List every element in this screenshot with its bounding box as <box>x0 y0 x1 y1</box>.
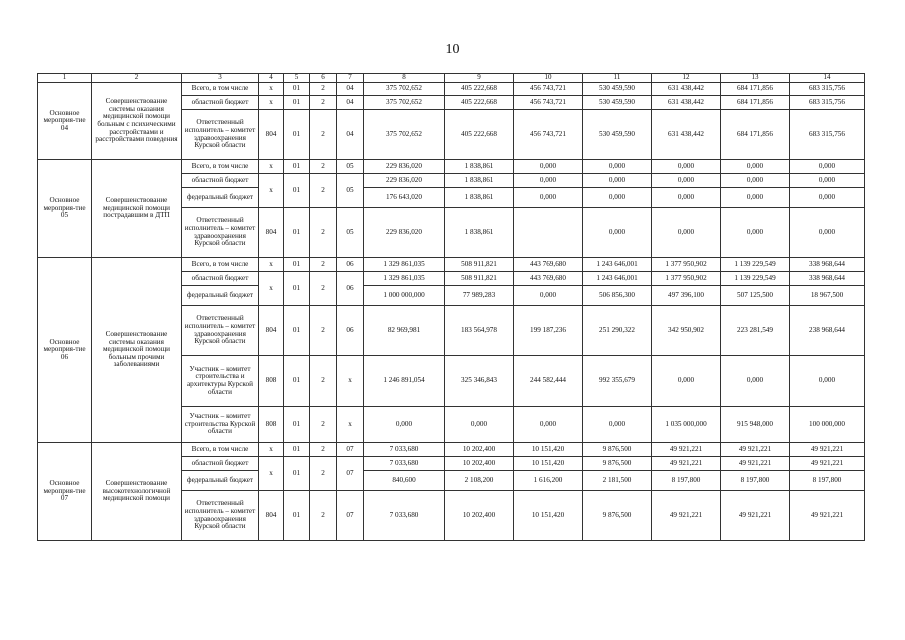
table-cell: 1 139 229,549 <box>721 272 790 286</box>
table-cell: Основное мероприя-тие 05 <box>38 160 92 258</box>
table-cell: 507 125,500 <box>721 286 790 306</box>
table-cell: Ответственный исполнитель – комитет здравоохранения Курской области <box>182 110 259 160</box>
table-cell: Ответственный исполнитель – комитет здравоохранения Курской области <box>182 306 259 356</box>
table-cell: 0,000 <box>721 188 790 208</box>
table-cell: 1 139 229,549 <box>721 258 790 272</box>
table-cell: 07 <box>337 443 364 457</box>
table-cell: 1 377 950,902 <box>652 258 721 272</box>
table-cell: 375 702,652 <box>364 83 445 96</box>
table-cell: 1 246 891,054 <box>364 356 445 407</box>
table-cell: 223 281,549 <box>721 306 790 356</box>
table-cell: 100 000,000 <box>790 407 865 443</box>
table-cell: 229 836,020 <box>364 208 445 258</box>
table-cell: 9 876,500 <box>583 443 652 457</box>
table-cell: 06 <box>337 258 364 272</box>
table-cell: 0,000 <box>514 407 583 443</box>
table-cell: 07 <box>337 457 364 491</box>
table-cell: 2 <box>310 457 337 491</box>
table-cell: 1 329 861,035 <box>364 258 445 272</box>
table-cell: Основное мероприя-тие 04 <box>38 83 92 160</box>
table-cell: 10 151,420 <box>514 443 583 457</box>
table-cell: 0,000 <box>652 356 721 407</box>
table-cell: 01 <box>284 258 310 272</box>
table-row <box>38 258 865 272</box>
table-cell: областной бюджет <box>182 96 259 110</box>
table-cell: х <box>259 443 284 457</box>
table-cell: 04 <box>337 110 364 160</box>
table-cell: 229 836,020 <box>364 174 445 188</box>
table-cell: федеральный бюджет <box>182 188 259 208</box>
table-cell: 405 222,668 <box>445 110 514 160</box>
table-cell: Всего, в том числе <box>182 160 259 174</box>
table-cell: 456 743,721 <box>514 83 583 96</box>
table-cell: 9 876,500 <box>583 457 652 471</box>
table-cell: 77 989,283 <box>445 286 514 306</box>
table-cell: 06 <box>337 306 364 356</box>
table-cell: 530 459,590 <box>583 110 652 160</box>
table-cell: 443 769,680 <box>514 272 583 286</box>
table-cell: 01 <box>284 356 310 407</box>
table-cell: 176 643,020 <box>364 188 445 208</box>
table-cell: 804 <box>259 491 284 541</box>
table-cell: 631 438,442 <box>652 110 721 160</box>
table-cell: 18 967,500 <box>790 286 865 306</box>
table-cell: 49 921,221 <box>790 443 865 457</box>
table-cell: 8 197,800 <box>721 471 790 491</box>
table-cell: 443 769,680 <box>514 258 583 272</box>
table-cell: 0,000 <box>721 160 790 174</box>
table-cell: 10 151,420 <box>514 491 583 541</box>
column-header: 11 <box>583 74 652 83</box>
table-cell: 684 171,856 <box>721 110 790 160</box>
table-cell: 375 702,652 <box>364 110 445 160</box>
table-cell: Всего, в том числе <box>182 443 259 457</box>
table-cell: 530 459,590 <box>583 83 652 96</box>
table-cell: 530 459,590 <box>583 96 652 110</box>
table-cell: х <box>259 160 284 174</box>
table-cell: 0,000 <box>514 188 583 208</box>
table-cell: 183 564,978 <box>445 306 514 356</box>
table-cell: 683 315,756 <box>790 110 865 160</box>
table-cell: 1 838,861 <box>445 208 514 258</box>
table-cell: 10 151,420 <box>514 457 583 471</box>
table-cell: 1 838,861 <box>445 174 514 188</box>
table-cell: 0,000 <box>445 407 514 443</box>
table-cell: х <box>259 258 284 272</box>
table-cell: 840,600 <box>364 471 445 491</box>
column-header: 7 <box>337 74 364 83</box>
table-cell: 8 197,800 <box>790 471 865 491</box>
table-cell: областной бюджет <box>182 174 259 188</box>
table-cell: 684 171,856 <box>721 83 790 96</box>
table-cell: 05 <box>337 160 364 174</box>
table-cell: х <box>337 356 364 407</box>
table-cell: 8 197,800 <box>652 471 721 491</box>
table-cell: 2 <box>310 272 337 306</box>
table-cell: 0,000 <box>583 160 652 174</box>
table-cell: 0,000 <box>514 174 583 188</box>
table-cell: 2 <box>310 407 337 443</box>
table-cell: Совершенствование системы оказания медицинской помощи больным прочими заболеваниями <box>92 258 182 443</box>
table-cell: 405 222,668 <box>445 83 514 96</box>
table-cell: 405 222,668 <box>445 96 514 110</box>
table-cell: 01 <box>284 83 310 96</box>
table-cell: 2 <box>310 83 337 96</box>
table-cell: 01 <box>284 443 310 457</box>
table-cell: х <box>259 174 284 208</box>
table-cell: 338 968,644 <box>790 272 865 286</box>
table-cell: Основное мероприя-тие 06 <box>38 258 92 443</box>
table-cell: 338 968,644 <box>790 258 865 272</box>
table-cell: 2 <box>310 491 337 541</box>
table-row <box>38 83 865 96</box>
table-cell: 7 033,680 <box>364 491 445 541</box>
table-cell: х <box>259 272 284 306</box>
table-row <box>38 443 865 457</box>
column-header: 12 <box>652 74 721 83</box>
table-cell: 2 <box>310 110 337 160</box>
table-cell: 01 <box>284 407 310 443</box>
table-cell: 49 921,221 <box>721 491 790 541</box>
column-header: 4 <box>259 74 284 83</box>
table-cell: 2 108,200 <box>445 471 514 491</box>
table-cell: 325 346,843 <box>445 356 514 407</box>
table-cell: 0,000 <box>514 160 583 174</box>
table-cell: 0,000 <box>721 356 790 407</box>
table-cell: 1 616,200 <box>514 471 583 491</box>
table-cell: 804 <box>259 208 284 258</box>
table-cell: 04 <box>337 83 364 96</box>
table-cell: 0,000 <box>652 208 721 258</box>
table-cell: 2 <box>310 443 337 457</box>
table-cell: 631 438,442 <box>652 96 721 110</box>
table-cell: 804 <box>259 110 284 160</box>
table-cell: 1 243 646,001 <box>583 258 652 272</box>
table-cell: х <box>259 457 284 491</box>
table-cell: 1 838,861 <box>445 160 514 174</box>
table-cell: 01 <box>284 272 310 306</box>
table-cell: 05 <box>337 174 364 208</box>
table-cell <box>514 208 583 258</box>
table-cell: 2 <box>310 96 337 110</box>
table-cell: 199 187,236 <box>514 306 583 356</box>
table-cell: 0,000 <box>790 174 865 188</box>
table-cell: областной бюджет <box>182 457 259 471</box>
table-cell: 2 <box>310 160 337 174</box>
table-cell: 2 181,500 <box>583 471 652 491</box>
page-number: 10 <box>445 42 460 57</box>
table-cell: Участник – комитет строительства и архитектуры Курской области <box>182 356 259 407</box>
table-cell: 0,000 <box>583 188 652 208</box>
table-cell: 0,000 <box>514 286 583 306</box>
table-cell: 2 <box>310 174 337 208</box>
table-cell: 0,000 <box>721 208 790 258</box>
column-header: 14 <box>790 74 865 83</box>
table-cell: 1 377 950,902 <box>652 272 721 286</box>
table-cell: федеральный бюджет <box>182 286 259 306</box>
table-cell: Ответственный исполнитель – комитет здравоохранения Курской области <box>182 491 259 541</box>
table-cell: 375 702,652 <box>364 96 445 110</box>
table-cell: 1 838,861 <box>445 188 514 208</box>
table-cell: 0,000 <box>790 160 865 174</box>
table-cell: х <box>259 83 284 96</box>
table-cell: 508 911,821 <box>445 258 514 272</box>
table-cell: 2 <box>310 258 337 272</box>
table-cell: 1 243 646,001 <box>583 272 652 286</box>
column-header: 3 <box>182 74 259 83</box>
table-cell: 01 <box>284 208 310 258</box>
table-cell: Всего, в том числе <box>182 258 259 272</box>
table-row <box>38 160 865 174</box>
table-cell: х <box>337 407 364 443</box>
table-cell: Основное мероприя-тие 07 <box>38 443 92 541</box>
table-cell: 49 921,221 <box>652 443 721 457</box>
table-cell: 0,000 <box>652 160 721 174</box>
table-cell: Всего, в том числе <box>182 83 259 96</box>
budget-table <box>37 73 865 541</box>
table-cell: 251 290,322 <box>583 306 652 356</box>
table-cell: 506 856,300 <box>583 286 652 306</box>
table-cell: 0,000 <box>652 188 721 208</box>
table-cell: 82 969,981 <box>364 306 445 356</box>
table-cell: федеральный бюджет <box>182 471 259 491</box>
table-cell: 0,000 <box>790 356 865 407</box>
table-cell: 808 <box>259 356 284 407</box>
table-cell: Ответственный исполнитель – комитет здравоохранения Курской области <box>182 208 259 258</box>
table-cell: 07 <box>337 491 364 541</box>
table-cell: 684 171,856 <box>721 96 790 110</box>
table-cell: 01 <box>284 110 310 160</box>
table-cell: Совершенствование высокотехнологичной медицинской помощи <box>92 443 182 541</box>
column-header: 10 <box>514 74 583 83</box>
table-cell: 229 836,020 <box>364 160 445 174</box>
column-header: 6 <box>310 74 337 83</box>
table-cell: Совершенствование медицинской помощи пострадавшим в ДТП <box>92 160 182 258</box>
table-cell: 01 <box>284 457 310 491</box>
table-cell: 0,000 <box>652 174 721 188</box>
table-cell: 992 355,679 <box>583 356 652 407</box>
table-cell: 2 <box>310 356 337 407</box>
table-cell: х <box>259 96 284 110</box>
table-cell: Участник – комитет строительства Курской области <box>182 407 259 443</box>
table-cell: 7 033,680 <box>364 457 445 471</box>
table-cell: 0,000 <box>583 407 652 443</box>
table-cell: 01 <box>284 96 310 110</box>
header-row <box>38 74 865 83</box>
table-cell: 1 329 861,035 <box>364 272 445 286</box>
table-cell: 0,000 <box>583 174 652 188</box>
table-cell: 683 315,756 <box>790 83 865 96</box>
table-cell: 456 743,721 <box>514 96 583 110</box>
table-cell: 9 876,500 <box>583 491 652 541</box>
table-body <box>38 83 865 541</box>
table-cell: Совершенствование системы оказания медицинской помощи больным с психическими расстройствами и расстройствами поведения <box>92 83 182 160</box>
column-header: 2 <box>92 74 182 83</box>
table-cell: 683 315,756 <box>790 96 865 110</box>
table-cell: 49 921,221 <box>652 491 721 541</box>
table-cell: 631 438,442 <box>652 83 721 96</box>
table-cell: 0,000 <box>790 208 865 258</box>
table-cell: 238 968,644 <box>790 306 865 356</box>
table-cell: 244 582,444 <box>514 356 583 407</box>
table-cell: 804 <box>259 306 284 356</box>
table-cell: 2 <box>310 208 337 258</box>
table-cell: 01 <box>284 306 310 356</box>
column-header: 9 <box>445 74 514 83</box>
column-header: 8 <box>364 74 445 83</box>
table-cell: 49 921,221 <box>721 457 790 471</box>
table-cell: 49 921,221 <box>790 491 865 541</box>
table-cell: 05 <box>337 208 364 258</box>
table-cell: 49 921,221 <box>790 457 865 471</box>
table-cell: 49 921,221 <box>652 457 721 471</box>
table-cell: 456 743,721 <box>514 110 583 160</box>
table-cell: 49 921,221 <box>721 443 790 457</box>
table-cell: 10 202,400 <box>445 491 514 541</box>
table-cell: 1 000 000,000 <box>364 286 445 306</box>
table-cell: 10 202,400 <box>445 457 514 471</box>
table-cell: 04 <box>337 96 364 110</box>
table-cell: областной бюджет <box>182 272 259 286</box>
column-header: 13 <box>721 74 790 83</box>
table-cell: 508 911,821 <box>445 272 514 286</box>
table-cell: 01 <box>284 174 310 208</box>
table-cell: 01 <box>284 160 310 174</box>
table-cell: 7 033,680 <box>364 443 445 457</box>
table-cell: 808 <box>259 407 284 443</box>
table-cell: 1 035 000,000 <box>652 407 721 443</box>
table-cell: 497 396,100 <box>652 286 721 306</box>
table-cell: 01 <box>284 491 310 541</box>
table-cell: 0,000 <box>583 208 652 258</box>
table-cell: 06 <box>337 272 364 306</box>
table-cell: 2 <box>310 306 337 356</box>
table-cell: 0,000 <box>790 188 865 208</box>
table-cell: 10 202,400 <box>445 443 514 457</box>
table-cell: 0,000 <box>721 174 790 188</box>
column-header: 1 <box>38 74 92 83</box>
table-cell: 342 950,902 <box>652 306 721 356</box>
table-cell: 0,000 <box>364 407 445 443</box>
column-header: 5 <box>284 74 310 83</box>
table-cell: 915 948,000 <box>721 407 790 443</box>
